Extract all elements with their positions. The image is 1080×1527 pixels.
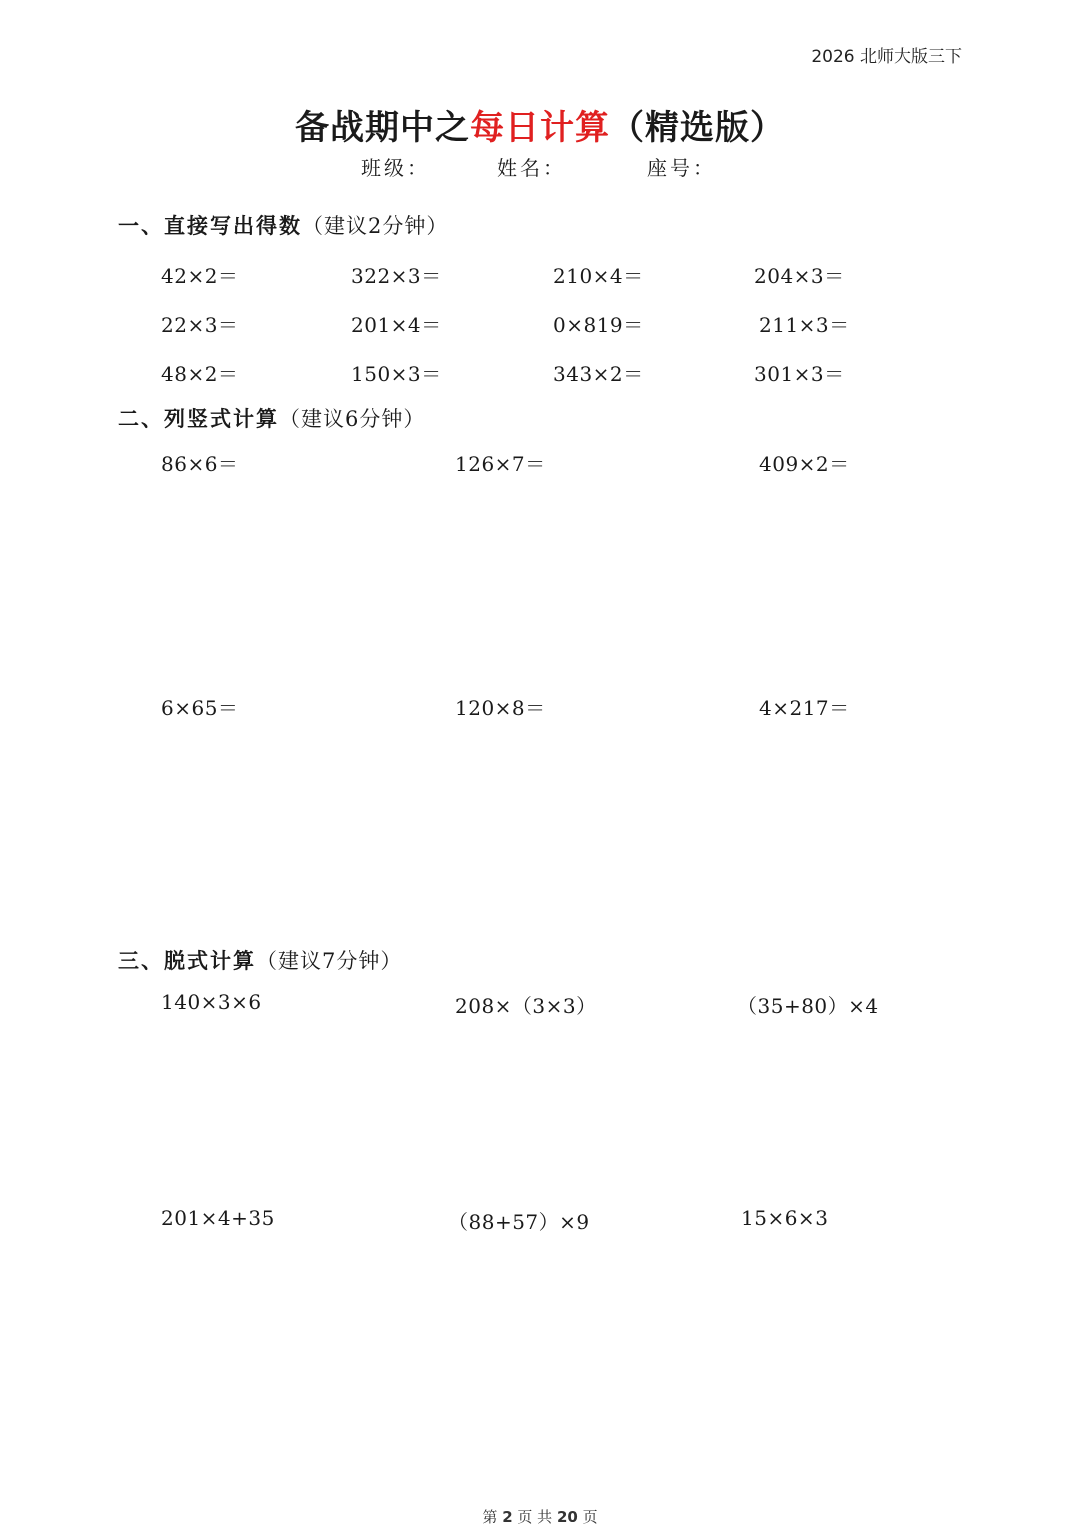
vertical-problem: 4×217＝ bbox=[759, 696, 850, 720]
section-3-title: 三、脱式计算 bbox=[118, 949, 256, 973]
stepwise-problem: 15×6×3 bbox=[741, 1206, 829, 1230]
oral-problem: 210×4＝ bbox=[553, 264, 644, 288]
title-part-1: 备战期中之 bbox=[295, 108, 470, 148]
section-2-hint: （建议6分钟） bbox=[279, 407, 426, 431]
vertical-problem: 120×8＝ bbox=[455, 696, 546, 720]
stepwise-problem: （88+57）×9 bbox=[448, 1210, 590, 1234]
section-3-hint: （建议7分钟） bbox=[256, 949, 403, 973]
stepwise-problem: 208×（3×3） bbox=[455, 994, 597, 1018]
footer-total-pages: 20 bbox=[556, 1508, 578, 1526]
vertical-problem: 86×6＝ bbox=[161, 452, 239, 476]
oral-problem: 322×3＝ bbox=[351, 264, 442, 288]
section-1-heading bbox=[118, 210, 448, 240]
oral-problem: 0×819＝ bbox=[553, 313, 644, 337]
oral-problem: 343×2＝ bbox=[553, 362, 644, 386]
oral-problem: 204×3＝ bbox=[754, 264, 845, 288]
oral-problem: 22×3＝ bbox=[161, 313, 239, 337]
vertical-problem: 409×2＝ bbox=[759, 452, 850, 476]
oral-problem: 48×2＝ bbox=[161, 362, 239, 386]
name-label: 姓名： bbox=[497, 156, 566, 180]
stepwise-problem: （35+80）×4 bbox=[737, 994, 879, 1018]
title-part-3: （精选版） bbox=[610, 108, 785, 148]
title-highlight: 每日计算 bbox=[470, 108, 610, 148]
oral-problem: 301×3＝ bbox=[754, 362, 845, 386]
footer-middle: 页 共 bbox=[512, 1508, 557, 1526]
page-footer bbox=[0, 1506, 1080, 1527]
footer-page-number: 2 bbox=[502, 1508, 513, 1526]
section-1-title: 一、直接写出得数 bbox=[118, 214, 302, 238]
stepwise-problem: 201×4+35 bbox=[161, 1206, 275, 1230]
oral-problem: 42×2＝ bbox=[161, 264, 239, 288]
footer-suffix: 页 bbox=[577, 1508, 598, 1526]
page-title bbox=[0, 100, 1080, 149]
section-2-heading bbox=[118, 403, 425, 433]
vertical-problem: 6×65＝ bbox=[161, 696, 239, 720]
stepwise-problem: 140×3×6 bbox=[161, 990, 262, 1014]
class-label: 班级： bbox=[361, 156, 430, 180]
vertical-problem: 126×7＝ bbox=[455, 452, 546, 476]
header-tag: 2026 北师大版三下 bbox=[811, 47, 962, 67]
footer-prefix: 第 bbox=[482, 1508, 503, 1526]
oral-problem: 211×3＝ bbox=[759, 313, 850, 337]
oral-problem: 201×4＝ bbox=[351, 313, 442, 337]
section-3-heading bbox=[118, 945, 402, 975]
seat-label: 座号： bbox=[647, 156, 716, 180]
section-1-hint: （建议2分钟） bbox=[302, 214, 449, 238]
oral-problem: 150×3＝ bbox=[351, 362, 442, 386]
section-2-title: 二、列竖式计算 bbox=[118, 407, 279, 431]
